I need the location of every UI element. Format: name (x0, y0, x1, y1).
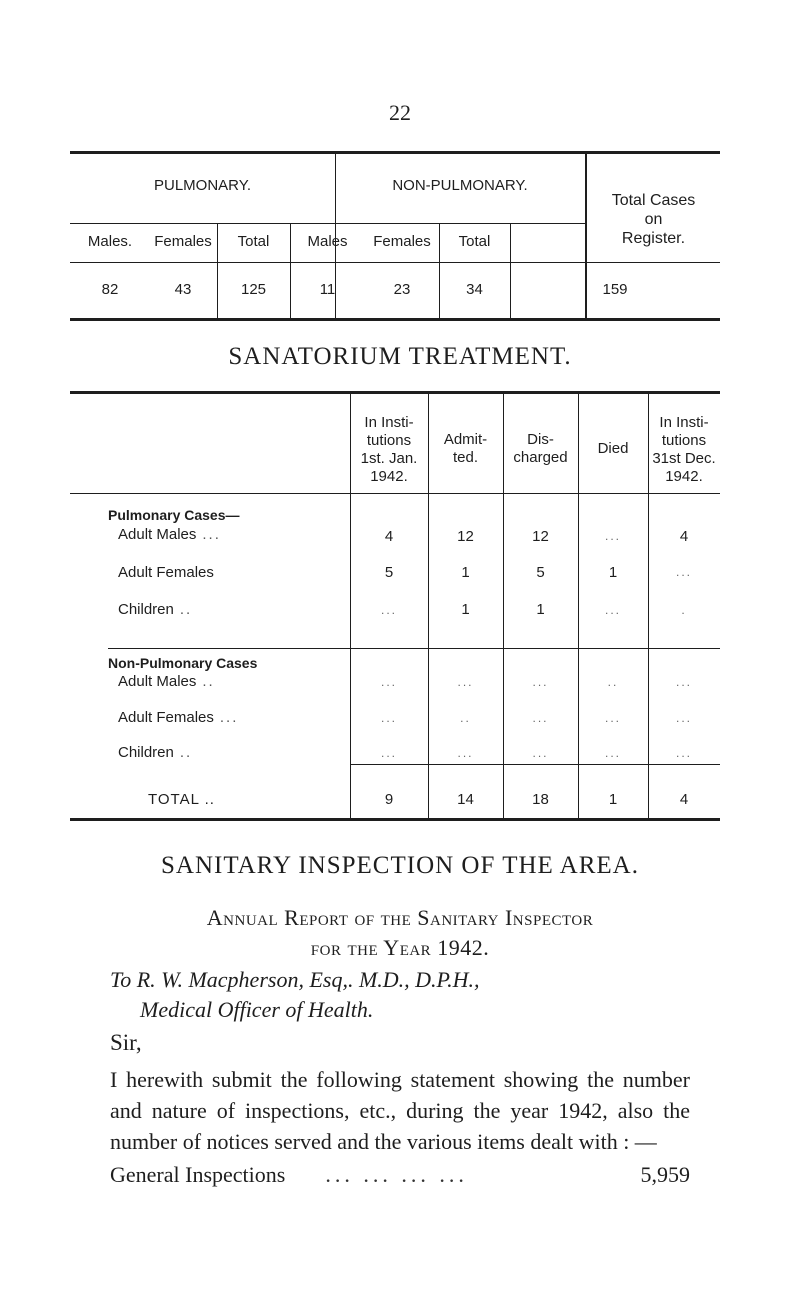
table-top-rule (70, 391, 720, 394)
table-bottom-rule (70, 818, 720, 821)
row-label-text: Adult Males (118, 526, 197, 543)
header-line: In Insti- (659, 414, 709, 431)
row-label-text: Children (118, 601, 174, 618)
value-cell: 1 (608, 564, 618, 581)
header-line: ted. (452, 449, 479, 466)
value-cell: 125 (240, 281, 267, 298)
section-pulmonary: Pulmonary Cases— (108, 507, 240, 523)
value-cell: ... (675, 711, 692, 725)
page-number: 22 (389, 100, 411, 125)
inspection-title: SANITARY INSPECTION OF THE AREA. (161, 852, 639, 879)
table-top-rule (70, 151, 720, 154)
row-leader: ... (202, 526, 221, 543)
value-cell: 82 (101, 281, 119, 298)
sanatorium-title: SANATORIUM TREATMENT. (228, 343, 572, 370)
general-inspections-label: General Inspections (110, 1162, 286, 1187)
value-cell: . (681, 603, 687, 617)
value-cell: ... (675, 746, 692, 760)
header-discharged (503, 431, 578, 467)
register-heading-line: Total Cases (611, 192, 696, 209)
value-cell: 12 (532, 528, 549, 545)
row-label (118, 601, 192, 618)
addressee-line: Medical Officer of Health. (140, 997, 374, 1022)
value-cell: ... (675, 675, 692, 689)
value-cell: .. (460, 711, 471, 725)
column-header-rule (70, 262, 720, 263)
total-label: TOTAL .. (148, 791, 215, 808)
value-cell: .. (607, 675, 619, 689)
value-cell: 1 (461, 601, 470, 618)
value-cell: ... (532, 675, 549, 689)
header-in-institutions-start (350, 414, 428, 486)
value-cell: ... (532, 746, 549, 760)
value-cell: ... (380, 603, 397, 617)
column-divider (510, 223, 511, 321)
header-line: Dis- (527, 431, 554, 448)
total-cell: 1 (608, 791, 618, 808)
body-paragraph: I herewith submit the following statement showing the number and nature of inspections, etc., during the year 1942, also the number of notices served and the various items dealt with : — (110, 1067, 690, 1154)
cases-register-table (70, 151, 720, 321)
value-cell: ... (457, 746, 474, 760)
header-line: tutions (661, 432, 707, 449)
value-cell: 43 (174, 281, 192, 298)
header-rule (335, 223, 585, 224)
general-inspections-value: 5,959 (640, 1162, 690, 1187)
header-rule (70, 493, 720, 494)
row-label-text: Adult Females (118, 709, 214, 726)
header-line: 1942. (665, 468, 703, 485)
value-cell: ... (604, 603, 621, 617)
header-line: 1st. Jan. (360, 450, 418, 467)
row-label (118, 673, 215, 690)
value-cell: ... (380, 711, 397, 725)
row-leader: .. (179, 601, 193, 618)
salutation: Sir, (110, 1030, 142, 1055)
value-cell: ... (532, 711, 549, 725)
report-title-line: Annual Report of the Sanitary Inspector (206, 905, 594, 930)
value-cell: 5 (536, 564, 545, 581)
general-inspections-leader: ... ... ... ... (325, 1162, 468, 1187)
value-cell: 11 (319, 281, 336, 298)
header-line: charged (513, 449, 568, 466)
value-cell: ... (604, 529, 621, 543)
row-label-text: Adult Males (118, 673, 197, 690)
header-line: 1942. (370, 468, 408, 485)
row-label (118, 744, 192, 761)
value-cell: 4 (384, 528, 394, 545)
value-cell: ... (604, 746, 621, 760)
section-non-pulmonary: Non-Pulmonary Cases (108, 655, 258, 671)
row-leader: .. (202, 673, 215, 690)
row-leader: ... (219, 709, 239, 726)
total-rule (350, 764, 720, 765)
total-cell: 9 (384, 791, 394, 808)
section-rule (108, 648, 720, 649)
general-inspections-row (110, 1162, 690, 1188)
header-line: 31st Dec. (652, 450, 716, 467)
value-cell: 1 (461, 564, 470, 581)
pulmonary-heading: PULMONARY. (154, 177, 251, 194)
header-admitted (428, 431, 503, 467)
column-header: Total (458, 233, 491, 250)
value-cell: ... (604, 711, 621, 725)
column-header: Females (373, 233, 431, 250)
value-cell: ... (380, 746, 397, 760)
row-label (118, 709, 238, 726)
sanatorium-table (70, 391, 720, 821)
table-bottom-rule (70, 318, 720, 321)
value-cell: 5 (384, 564, 394, 581)
header-line: Admit- (443, 431, 488, 448)
column-header: Total (237, 233, 270, 250)
row-label-text: Adult Females (118, 564, 214, 581)
value-cell: ... (457, 675, 474, 689)
value-cell: ... (380, 675, 397, 689)
header-line: tutions (366, 432, 412, 449)
header-rule (70, 223, 335, 224)
row-leader: .. (179, 744, 193, 761)
register-heading (587, 191, 720, 248)
value-cell: 12 (457, 528, 474, 545)
value-cell: 159 (602, 281, 628, 298)
non-pulmonary-heading: NON-PULMONARY. (392, 177, 528, 194)
total-cell: 14 (457, 791, 474, 808)
report-title (0, 903, 800, 963)
value-cell: 34 (466, 281, 483, 298)
report-title-line: for the Year 1942. (310, 935, 490, 960)
row-label (118, 564, 220, 581)
column-header: Females (154, 233, 212, 250)
value-cell: 23 (393, 281, 411, 298)
header-line: In Insti- (364, 414, 414, 431)
value-cell: 4 (679, 528, 689, 545)
value-cell: ... (675, 565, 692, 579)
header-in-institutions-end (648, 414, 720, 486)
register-heading-line: on (644, 211, 663, 228)
header-died (578, 440, 648, 458)
value-cell: 1 (536, 601, 545, 618)
total-cell: 18 (532, 791, 549, 808)
column-header: Males. (87, 233, 133, 250)
row-label-text: Children (118, 744, 174, 761)
register-heading-line: Register. (621, 230, 686, 247)
column-header: Males (307, 233, 348, 250)
total-cell: 4 (679, 791, 689, 808)
row-label (118, 526, 221, 543)
header-line: Died (597, 440, 629, 457)
addressee-line: To R. W. Macpherson, Esq,. M.D., D.P.H., (110, 967, 480, 992)
